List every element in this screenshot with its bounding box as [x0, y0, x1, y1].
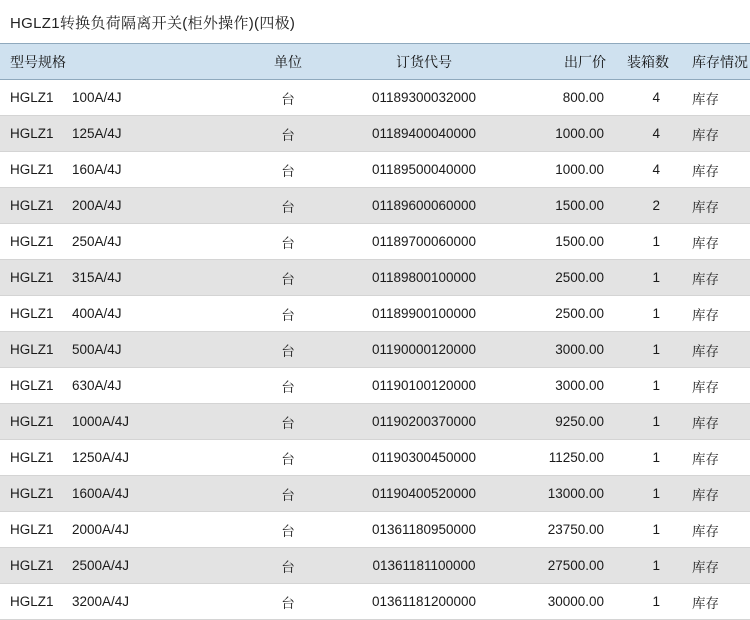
- column-header-stock: 库存情况: [692, 53, 748, 70]
- cell-price: 2500.00: [555, 306, 604, 321]
- cell-qty: 4: [652, 90, 660, 105]
- model-spec: 315A/4J: [72, 270, 122, 285]
- cell-code: 01190000120000: [371, 342, 477, 357]
- model-spec: 3200A/4J: [72, 594, 130, 609]
- cell-code: 01189500040000: [371, 162, 477, 177]
- cell-price: 9250.00: [555, 414, 604, 429]
- model-name: HGLZ1: [10, 414, 54, 429]
- cell-qty: 1: [652, 234, 660, 249]
- model-name: HGLZ1: [10, 306, 54, 321]
- table-row: [0, 188, 750, 224]
- model-name: HGLZ1: [10, 126, 54, 141]
- cell-code: 01189400040000: [371, 126, 477, 141]
- cell-model: [0, 152, 242, 188]
- cell-price: 3000.00: [555, 342, 604, 357]
- model-spec: 200A/4J: [72, 198, 122, 213]
- cell-model: [0, 224, 242, 260]
- cell-model: [0, 80, 242, 116]
- cell-qty: 1: [652, 414, 660, 429]
- table-row: [0, 152, 750, 188]
- cell-unit: 台: [281, 91, 295, 107]
- cell-model: [0, 332, 242, 368]
- cell-model: [0, 548, 242, 584]
- cell-qty: 2: [652, 198, 660, 213]
- cell-price: 3000.00: [555, 378, 604, 393]
- cell-stock: 库存: [692, 271, 719, 287]
- cell-unit: 台: [281, 199, 295, 215]
- cell-price: 800.00: [562, 90, 604, 105]
- table-row: [0, 548, 750, 584]
- model-spec: 2500A/4J: [72, 558, 130, 573]
- cell-qty: 1: [652, 270, 660, 285]
- column-header-code: 订货代号: [396, 53, 452, 70]
- cell-stock: 库存: [692, 523, 719, 539]
- cell-unit: 台: [281, 451, 295, 467]
- cell-model: [0, 260, 242, 296]
- cell-stock: 库存: [692, 595, 719, 611]
- table-header: [0, 44, 750, 80]
- cell-unit: 台: [281, 343, 295, 359]
- cell-qty: 1: [652, 594, 660, 609]
- model-name: HGLZ1: [10, 270, 54, 285]
- cell-price: 1500.00: [555, 234, 604, 249]
- table-row: [0, 584, 750, 620]
- cell-model: [0, 116, 242, 152]
- product-spec-table: [0, 43, 750, 620]
- cell-qty: 4: [652, 126, 660, 141]
- cell-model: [0, 296, 242, 332]
- cell-code: 01190400520000: [371, 486, 477, 501]
- cell-unit: 台: [281, 235, 295, 251]
- model-name: HGLZ1: [10, 234, 54, 249]
- model-spec: 1000A/4J: [72, 414, 130, 429]
- cell-price: 13000.00: [547, 486, 604, 501]
- cell-code: 01189700060000: [371, 234, 477, 249]
- table-row: [0, 260, 750, 296]
- cell-code: 01361181100000: [372, 558, 476, 573]
- cell-stock: 库存: [692, 451, 719, 467]
- table-body: [0, 80, 750, 620]
- model-name: HGLZ1: [10, 486, 54, 501]
- cell-code: 01190200370000: [371, 414, 477, 429]
- cell-unit: 台: [281, 307, 295, 323]
- model-name: HGLZ1: [10, 558, 54, 573]
- cell-qty: 1: [652, 306, 660, 321]
- cell-unit: 台: [281, 523, 295, 539]
- table-row: [0, 80, 750, 116]
- column-header-price: 出厂价: [564, 53, 606, 70]
- table-row: [0, 440, 750, 476]
- cell-model: [0, 440, 242, 476]
- cell-qty: 1: [652, 522, 660, 537]
- table-row: [0, 368, 750, 404]
- cell-qty: 1: [652, 558, 660, 573]
- cell-price: 30000.00: [547, 594, 604, 609]
- cell-code: 01361180950000: [371, 522, 477, 537]
- cell-qty: 4: [652, 162, 660, 177]
- cell-code: 01189800100000: [371, 270, 477, 285]
- cell-stock: 库存: [692, 559, 719, 575]
- model-spec: 100A/4J: [72, 90, 122, 105]
- model-name: HGLZ1: [10, 342, 54, 357]
- table-row: [0, 224, 750, 260]
- cell-unit: 台: [281, 271, 295, 287]
- model-spec: 1600A/4J: [72, 486, 130, 501]
- cell-stock: 库存: [692, 307, 719, 323]
- column-header-qty: 装箱数: [627, 53, 669, 70]
- model-name: HGLZ1: [10, 522, 54, 537]
- cell-stock: 库存: [692, 487, 719, 503]
- cell-model: [0, 404, 242, 440]
- table-row: [0, 404, 750, 440]
- cell-qty: 1: [652, 486, 660, 501]
- cell-price: 2500.00: [555, 270, 604, 285]
- model-spec: 250A/4J: [72, 234, 122, 249]
- cell-model: [0, 584, 242, 620]
- cell-qty: 1: [652, 378, 660, 393]
- cell-code: 01189300032000: [371, 90, 477, 105]
- table-row: [0, 332, 750, 368]
- cell-unit: 台: [281, 559, 295, 575]
- table-header-row: [0, 44, 750, 80]
- cell-unit: 台: [281, 595, 295, 611]
- cell-unit: 台: [281, 127, 295, 143]
- model-spec: 2000A/4J: [72, 522, 130, 537]
- model-spec: 400A/4J: [72, 306, 122, 321]
- cell-stock: 库存: [692, 379, 719, 395]
- cell-price: 1000.00: [555, 126, 604, 141]
- column-header-model: 型号规格: [10, 53, 66, 70]
- cell-model: [0, 188, 242, 224]
- cell-price: 1000.00: [555, 162, 604, 177]
- cell-price: 11250.00: [548, 450, 604, 465]
- cell-unit: 台: [281, 415, 295, 431]
- model-name: HGLZ1: [10, 162, 54, 177]
- model-name: HGLZ1: [10, 90, 54, 105]
- cell-code: 01189600060000: [371, 198, 477, 213]
- table-row: [0, 296, 750, 332]
- cell-code: 01190300450000: [371, 450, 477, 465]
- cell-qty: 1: [652, 342, 660, 357]
- cell-unit: 台: [281, 163, 295, 179]
- model-spec: 125A/4J: [72, 126, 122, 141]
- cell-code: 01189900100000: [371, 306, 477, 321]
- table-row: [0, 116, 750, 152]
- cell-model: [0, 512, 242, 548]
- model-name: HGLZ1: [10, 378, 54, 393]
- cell-unit: 台: [281, 487, 295, 503]
- cell-stock: 库存: [692, 163, 719, 179]
- cell-price: 1500.00: [555, 198, 604, 213]
- model-spec: 630A/4J: [72, 378, 122, 393]
- model-name: HGLZ1: [10, 594, 54, 609]
- cell-stock: 库存: [692, 415, 719, 431]
- cell-price: 27500.00: [547, 558, 604, 573]
- cell-stock: 库存: [692, 91, 719, 107]
- page-title: HGLZ1转换负荷隔离开关(柜外操作)(四极): [10, 15, 296, 32]
- model-name: HGLZ1: [10, 198, 54, 213]
- table-row: [0, 476, 750, 512]
- model-name: HGLZ1: [10, 450, 54, 465]
- cell-code: 01190100120000: [371, 378, 477, 393]
- model-spec: 500A/4J: [72, 342, 122, 357]
- cell-stock: 库存: [692, 127, 719, 143]
- cell-unit: 台: [281, 379, 295, 395]
- cell-stock: 库存: [692, 343, 719, 359]
- cell-stock: 库存: [692, 199, 719, 215]
- cell-price: 23750.00: [547, 522, 604, 537]
- model-spec: 1250A/4J: [72, 450, 130, 465]
- cell-qty: 1: [652, 450, 660, 465]
- table-row: [0, 512, 750, 548]
- cell-model: [0, 368, 242, 404]
- column-header-unit: 单位: [274, 53, 302, 70]
- cell-model: [0, 476, 242, 512]
- model-spec: 160A/4J: [72, 162, 122, 177]
- cell-stock: 库存: [692, 235, 719, 251]
- cell-code: 01361181200000: [371, 594, 477, 609]
